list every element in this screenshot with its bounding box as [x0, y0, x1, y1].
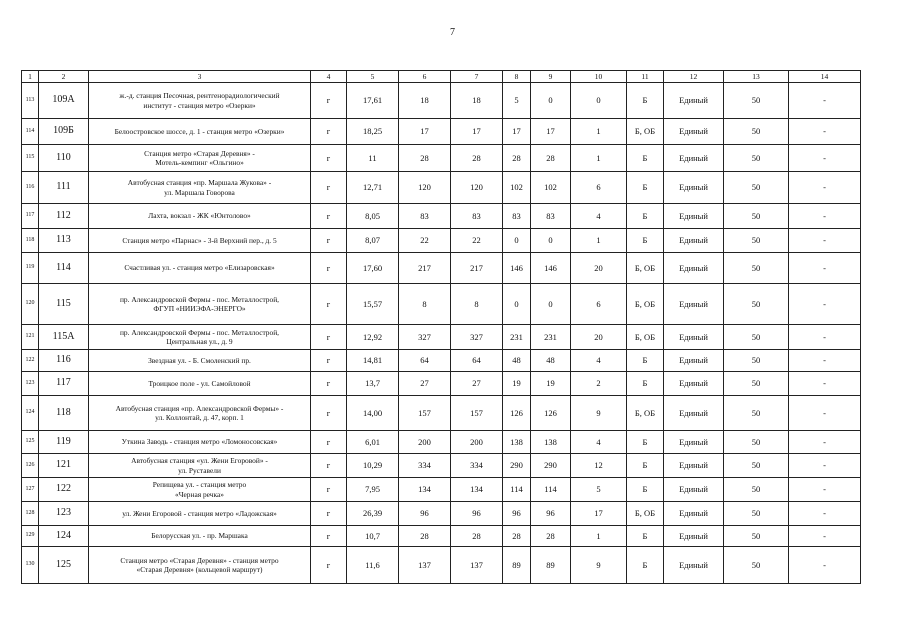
cell-c7: 28: [451, 145, 503, 172]
page-number: 7: [450, 27, 455, 38]
cell-n: 117: [22, 204, 39, 229]
cell-c6: 217: [399, 253, 451, 284]
cell-c4: г: [311, 229, 347, 253]
cell-c4: г: [311, 253, 347, 284]
cell-route: 109Б: [39, 119, 89, 145]
cell-n: 127: [22, 478, 39, 502]
cell-c4: г: [311, 431, 347, 454]
cell-c12: Единый: [664, 372, 724, 396]
cell-c11: Б: [627, 204, 664, 229]
column-header: 12: [664, 71, 724, 83]
cell-c14: -: [789, 325, 861, 350]
cell-c8: 48: [503, 350, 531, 372]
cell-c4: г: [311, 325, 347, 350]
table-row: [22, 396, 861, 431]
table-row: [22, 454, 861, 478]
cell-c5: 15,57: [347, 284, 399, 325]
cell-c6: 83: [399, 204, 451, 229]
cell-c12: Единый: [664, 396, 724, 431]
cell-c11: Б, ОБ: [627, 119, 664, 145]
cell-c4: г: [311, 526, 347, 547]
cell-c8: 231: [503, 325, 531, 350]
column-header: 4: [311, 71, 347, 83]
cell-c13: 50: [724, 253, 789, 284]
cell-route: 125: [39, 547, 89, 584]
cell-c12: Единый: [664, 454, 724, 478]
cell-c5: 8,05: [347, 204, 399, 229]
cell-c12: Единый: [664, 284, 724, 325]
cell-c5: 8,07: [347, 229, 399, 253]
cell-c14: -: [789, 83, 861, 119]
cell-name: Автобусная станция «пр. Александровской Фермы» - ул. Коллонтай, д. 47, корп. 1: [89, 396, 311, 431]
cell-c13: 50: [724, 204, 789, 229]
cell-c7: 334: [451, 454, 503, 478]
table-row: [22, 172, 861, 204]
cell-c14: -: [789, 172, 861, 204]
column-header: 14: [789, 71, 861, 83]
cell-c12: Единый: [664, 350, 724, 372]
column-header: 6: [399, 71, 451, 83]
cell-route: 109А: [39, 83, 89, 119]
cell-c9: 17: [531, 119, 571, 145]
cell-c13: 50: [724, 145, 789, 172]
cell-c5: 10,7: [347, 526, 399, 547]
cell-c13: 50: [724, 454, 789, 478]
cell-c7: 83: [451, 204, 503, 229]
cell-c6: 334: [399, 454, 451, 478]
cell-c4: г: [311, 547, 347, 584]
cell-c11: Б: [627, 526, 664, 547]
cell-c5: 12,92: [347, 325, 399, 350]
cell-c5: 13,7: [347, 372, 399, 396]
cell-c12: Единый: [664, 547, 724, 584]
cell-c8: 138: [503, 431, 531, 454]
cell-c14: -: [789, 119, 861, 145]
cell-c9: 114: [531, 478, 571, 502]
cell-n: 116: [22, 172, 39, 204]
table-row: [22, 502, 861, 526]
cell-c10: 17: [571, 502, 627, 526]
cell-route: 119: [39, 431, 89, 454]
cell-c13: 50: [724, 526, 789, 547]
cell-c4: г: [311, 350, 347, 372]
cell-n: 113: [22, 83, 39, 119]
cell-c12: Единый: [664, 172, 724, 204]
cell-c9: 19: [531, 372, 571, 396]
cell-n: 124: [22, 396, 39, 431]
cell-name: Станция метро «Старая Деревня» - станция метро «Старая Деревня» (кольцевой маршрут): [89, 547, 311, 584]
cell-route: 122: [39, 478, 89, 502]
cell-c10: 9: [571, 396, 627, 431]
cell-c6: 137: [399, 547, 451, 584]
cell-c4: г: [311, 83, 347, 119]
cell-c13: 50: [724, 229, 789, 253]
cell-c13: 50: [724, 478, 789, 502]
cell-name: пр. Александровской Фермы - пос. Металлострой, Центральная ул., д. 9: [89, 325, 311, 350]
cell-c14: -: [789, 204, 861, 229]
cell-c6: 120: [399, 172, 451, 204]
cell-c10: 6: [571, 172, 627, 204]
cell-c14: -: [789, 502, 861, 526]
cell-c11: Б: [627, 229, 664, 253]
cell-c4: г: [311, 119, 347, 145]
column-header: 7: [451, 71, 503, 83]
cell-c12: Единый: [664, 83, 724, 119]
cell-c14: -: [789, 253, 861, 284]
cell-c14: -: [789, 396, 861, 431]
cell-c9: 0: [531, 229, 571, 253]
cell-c10: 12: [571, 454, 627, 478]
cell-c6: 157: [399, 396, 451, 431]
cell-c8: 146: [503, 253, 531, 284]
cell-c6: 18: [399, 83, 451, 119]
cell-c13: 50: [724, 431, 789, 454]
cell-n: 130: [22, 547, 39, 584]
cell-c6: 27: [399, 372, 451, 396]
cell-c12: Единый: [664, 431, 724, 454]
cell-c6: 327: [399, 325, 451, 350]
cell-n: 128: [22, 502, 39, 526]
cell-c7: 217: [451, 253, 503, 284]
header-row: [22, 71, 861, 83]
cell-c5: 7,95: [347, 478, 399, 502]
cell-c11: Б, ОБ: [627, 396, 664, 431]
cell-c11: Б: [627, 83, 664, 119]
cell-c6: 22: [399, 229, 451, 253]
cell-route: 117: [39, 372, 89, 396]
cell-name: ул. Жени Егоровой - станция метро «Ладожская»: [89, 502, 311, 526]
routes-table: [21, 70, 861, 584]
cell-c6: 8: [399, 284, 451, 325]
cell-name: Счастливая ул. - станция метро «Елизаровская»: [89, 253, 311, 284]
cell-c14: -: [789, 284, 861, 325]
cell-c8: 89: [503, 547, 531, 584]
cell-c4: г: [311, 372, 347, 396]
cell-c6: 28: [399, 526, 451, 547]
cell-c6: 17: [399, 119, 451, 145]
cell-c11: Б, ОБ: [627, 502, 664, 526]
cell-name: Белоостровское шоссе, д. 1 - станция метро «Озерки»: [89, 119, 311, 145]
cell-c10: 0: [571, 83, 627, 119]
cell-c10: 2: [571, 372, 627, 396]
cell-c11: Б: [627, 478, 664, 502]
cell-n: 119: [22, 253, 39, 284]
cell-c5: 18,25: [347, 119, 399, 145]
cell-c4: г: [311, 478, 347, 502]
cell-route: 111: [39, 172, 89, 204]
cell-name: пр. Александровской Фермы - пос. Металлострой, ФГУП «НИИЭФА-ЭНЕРГО»: [89, 284, 311, 325]
cell-c8: 83: [503, 204, 531, 229]
table-row: [22, 229, 861, 253]
cell-c7: 18: [451, 83, 503, 119]
cell-c7: 96: [451, 502, 503, 526]
cell-c9: 138: [531, 431, 571, 454]
cell-n: 120: [22, 284, 39, 325]
cell-c5: 11,6: [347, 547, 399, 584]
cell-c5: 14,81: [347, 350, 399, 372]
cell-c8: 0: [503, 284, 531, 325]
cell-c12: Единый: [664, 526, 724, 547]
cell-c12: Единый: [664, 229, 724, 253]
cell-c5: 12,71: [347, 172, 399, 204]
cell-c7: 137: [451, 547, 503, 584]
table-row: [22, 253, 861, 284]
cell-n: 125: [22, 431, 39, 454]
cell-c6: 28: [399, 145, 451, 172]
cell-c14: -: [789, 145, 861, 172]
cell-n: 114: [22, 119, 39, 145]
cell-c10: 1: [571, 526, 627, 547]
cell-c9: 83: [531, 204, 571, 229]
cell-c7: 327: [451, 325, 503, 350]
cell-c4: г: [311, 502, 347, 526]
cell-c9: 0: [531, 284, 571, 325]
cell-name: Лахта, вокзал - ЖК «Юнтолово»: [89, 204, 311, 229]
column-header: 10: [571, 71, 627, 83]
cell-c9: 96: [531, 502, 571, 526]
cell-n: 123: [22, 372, 39, 396]
cell-c7: 157: [451, 396, 503, 431]
table-row: [22, 284, 861, 325]
cell-c12: Единый: [664, 478, 724, 502]
cell-name: Автобусная станция «пр. Маршала Жукова» - ул. Маршала Говорова: [89, 172, 311, 204]
cell-c12: Единый: [664, 145, 724, 172]
cell-route: 113: [39, 229, 89, 253]
cell-c7: 22: [451, 229, 503, 253]
cell-route: 115А: [39, 325, 89, 350]
cell-n: 115: [22, 145, 39, 172]
cell-c12: Единый: [664, 204, 724, 229]
cell-c12: Единый: [664, 325, 724, 350]
cell-c13: 50: [724, 396, 789, 431]
cell-c13: 50: [724, 372, 789, 396]
cell-c9: 28: [531, 145, 571, 172]
cell-c13: 50: [724, 172, 789, 204]
column-header: 8: [503, 71, 531, 83]
table-row: [22, 526, 861, 547]
cell-c11: Б: [627, 172, 664, 204]
cell-c5: 10,29: [347, 454, 399, 478]
cell-c13: 50: [724, 325, 789, 350]
cell-c10: 20: [571, 325, 627, 350]
cell-c7: 27: [451, 372, 503, 396]
cell-c8: 5: [503, 83, 531, 119]
cell-c8: 290: [503, 454, 531, 478]
cell-c7: 120: [451, 172, 503, 204]
cell-c9: 89: [531, 547, 571, 584]
cell-c14: -: [789, 454, 861, 478]
cell-c11: Б, ОБ: [627, 325, 664, 350]
cell-c9: 146: [531, 253, 571, 284]
cell-c9: 0: [531, 83, 571, 119]
cell-c9: 290: [531, 454, 571, 478]
cell-c11: Б, ОБ: [627, 253, 664, 284]
cell-n: 118: [22, 229, 39, 253]
cell-c10: 9: [571, 547, 627, 584]
cell-route: 124: [39, 526, 89, 547]
cell-name: Станция метро «Парнас» - 3-й Верхний пер., д. 5: [89, 229, 311, 253]
cell-c11: Б: [627, 547, 664, 584]
cell-c6: 200: [399, 431, 451, 454]
cell-c4: г: [311, 396, 347, 431]
cell-c5: 17,61: [347, 83, 399, 119]
cell-name: Белорусская ул. - пр. Маршака: [89, 526, 311, 547]
cell-c11: Б: [627, 454, 664, 478]
cell-c13: 50: [724, 502, 789, 526]
cell-c4: г: [311, 145, 347, 172]
cell-name: Троицкое поле - ул. Самойловой: [89, 372, 311, 396]
column-header: 13: [724, 71, 789, 83]
cell-c8: 28: [503, 526, 531, 547]
cell-c13: 50: [724, 119, 789, 145]
cell-c10: 4: [571, 350, 627, 372]
cell-c8: 17: [503, 119, 531, 145]
cell-c5: 11: [347, 145, 399, 172]
table-row: [22, 119, 861, 145]
cell-route: 112: [39, 204, 89, 229]
cell-name: Станция метро «Старая Деревня» - Мотель-кемпинг «Ольгино»: [89, 145, 311, 172]
cell-route: 110: [39, 145, 89, 172]
cell-n: 122: [22, 350, 39, 372]
cell-name: Автобусная станция «ул. Жени Егоровой» - ул. Руставели: [89, 454, 311, 478]
cell-name: ж.-д. станция Песочная, рентгенорадиологический институт - станция метро «Озерки»: [89, 83, 311, 119]
cell-c5: 6,01: [347, 431, 399, 454]
cell-c8: 102: [503, 172, 531, 204]
cell-name: Звездная ул. - Б. Смоленский пр.: [89, 350, 311, 372]
column-header: 9: [531, 71, 571, 83]
cell-c7: 17: [451, 119, 503, 145]
cell-c10: 20: [571, 253, 627, 284]
cell-c9: 126: [531, 396, 571, 431]
cell-c13: 50: [724, 284, 789, 325]
cell-c10: 1: [571, 145, 627, 172]
column-header: 2: [39, 71, 89, 83]
cell-c14: -: [789, 350, 861, 372]
cell-c4: г: [311, 204, 347, 229]
cell-c11: Б: [627, 350, 664, 372]
cell-route: 121: [39, 454, 89, 478]
cell-c10: 1: [571, 119, 627, 145]
cell-c9: 102: [531, 172, 571, 204]
table-row: [22, 350, 861, 372]
cell-c7: 200: [451, 431, 503, 454]
table-row: [22, 547, 861, 584]
cell-n: 129: [22, 526, 39, 547]
cell-c9: 231: [531, 325, 571, 350]
cell-route: 114: [39, 253, 89, 284]
cell-c8: 0: [503, 229, 531, 253]
cell-c12: Единый: [664, 502, 724, 526]
cell-c13: 50: [724, 350, 789, 372]
cell-c4: г: [311, 284, 347, 325]
cell-c10: 5: [571, 478, 627, 502]
cell-c9: 28: [531, 526, 571, 547]
cell-route: 118: [39, 396, 89, 431]
cell-c8: 126: [503, 396, 531, 431]
cell-c10: 4: [571, 431, 627, 454]
cell-c12: Единый: [664, 253, 724, 284]
cell-c5: 14,00: [347, 396, 399, 431]
cell-route: 115: [39, 284, 89, 325]
cell-c11: Б: [627, 431, 664, 454]
cell-c11: Б: [627, 145, 664, 172]
cell-c13: 50: [724, 547, 789, 584]
cell-name: Репищева ул. - станция метро «Черная речка»: [89, 478, 311, 502]
cell-c6: 64: [399, 350, 451, 372]
table-row: [22, 83, 861, 119]
cell-n: 126: [22, 454, 39, 478]
cell-c14: -: [789, 372, 861, 396]
table-row: [22, 325, 861, 350]
cell-c14: -: [789, 229, 861, 253]
cell-c9: 48: [531, 350, 571, 372]
cell-c7: 28: [451, 526, 503, 547]
cell-c14: -: [789, 526, 861, 547]
cell-c6: 134: [399, 478, 451, 502]
cell-c14: -: [789, 478, 861, 502]
cell-c8: 114: [503, 478, 531, 502]
cell-c6: 96: [399, 502, 451, 526]
cell-route: 116: [39, 350, 89, 372]
cell-c10: 4: [571, 204, 627, 229]
table-row: [22, 145, 861, 172]
cell-c5: 17,60: [347, 253, 399, 284]
cell-c7: 8: [451, 284, 503, 325]
cell-c8: 19: [503, 372, 531, 396]
column-header: 5: [347, 71, 399, 83]
column-header: 1: [22, 71, 39, 83]
cell-c13: 50: [724, 83, 789, 119]
cell-c11: Б, ОБ: [627, 284, 664, 325]
cell-n: 121: [22, 325, 39, 350]
table-row: [22, 478, 861, 502]
cell-c10: 1: [571, 229, 627, 253]
table-row: [22, 204, 861, 229]
cell-c11: Б: [627, 372, 664, 396]
table-row: [22, 372, 861, 396]
cell-c14: -: [789, 431, 861, 454]
cell-c12: Единый: [664, 119, 724, 145]
column-header: 11: [627, 71, 664, 83]
cell-name: Уткина Заводь - станция метро «Ломоносовская»: [89, 431, 311, 454]
table-row: [22, 431, 861, 454]
cell-c4: г: [311, 172, 347, 204]
cell-c10: 6: [571, 284, 627, 325]
cell-c5: 26,39: [347, 502, 399, 526]
cell-c14: -: [789, 547, 861, 584]
cell-c8: 96: [503, 502, 531, 526]
column-header: 3: [89, 71, 311, 83]
cell-c8: 28: [503, 145, 531, 172]
cell-c4: г: [311, 454, 347, 478]
cell-c7: 64: [451, 350, 503, 372]
cell-route: 123: [39, 502, 89, 526]
cell-c7: 134: [451, 478, 503, 502]
